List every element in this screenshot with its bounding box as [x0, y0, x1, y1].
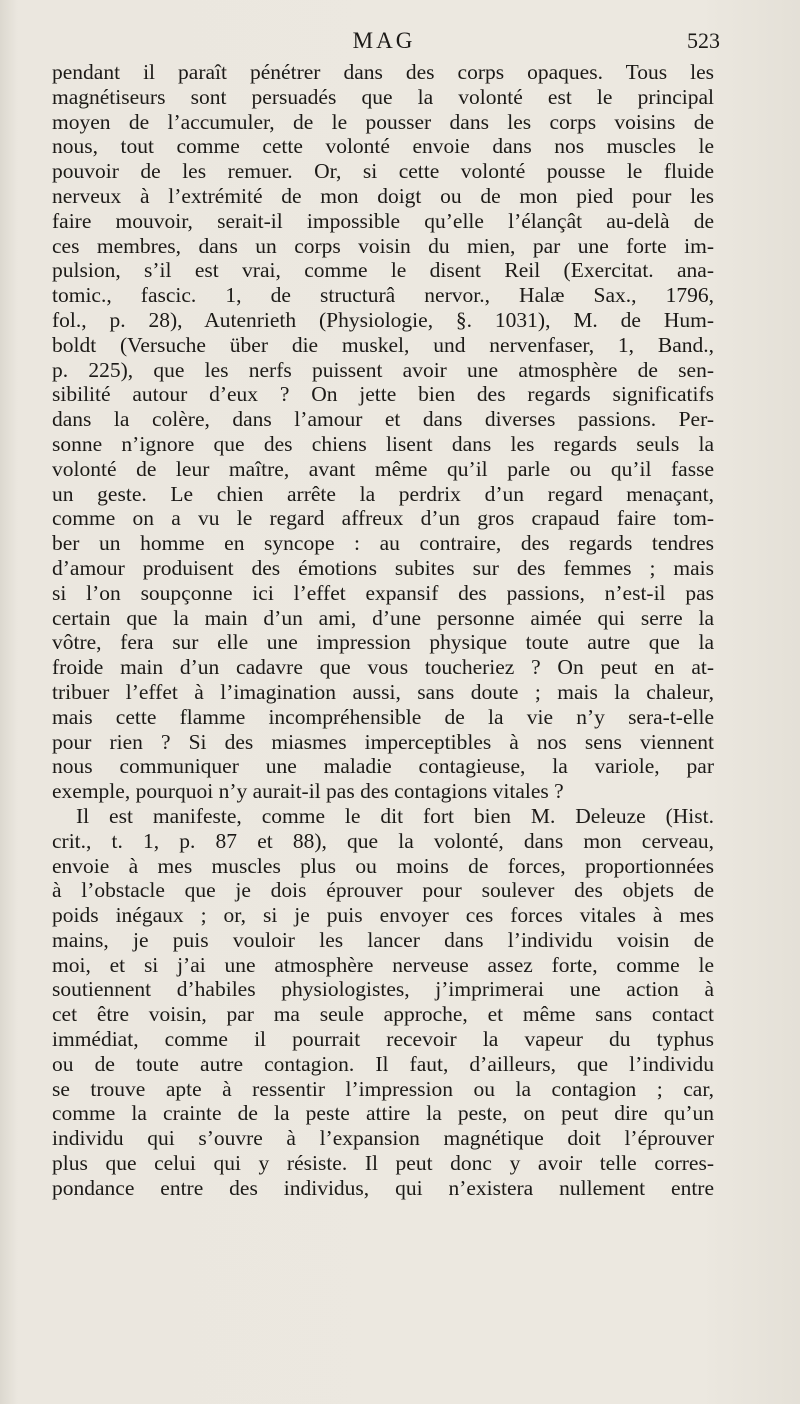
text-line: mais cette flamme incompréhensible de la vie n’y sera-t-elle: [52, 704, 714, 729]
text-line: à l’obstacle que je dois éprouver pour soulever des objets de: [52, 878, 714, 903]
text-line: individu qui s’ouvre à l’expansion magnétique doit l’éprouver: [52, 1126, 714, 1151]
text-line: pour rien ? Si des miasmes imperceptibles à nos sens viennent: [52, 729, 714, 754]
text-line: vôtre, fera sur elle une impression physique toute autre que la: [52, 630, 714, 655]
text-line: nous, tout comme cette volonté envoie dans nos muscles le: [52, 134, 714, 159]
paragraph: [52, 804, 714, 1201]
text-line: plus que celui qui y résiste. Il peut donc y avoir telle corres-: [52, 1151, 714, 1176]
text-line: si l’on soupçonne ici l’effet expansif des passions, n’est-il pas: [52, 580, 714, 605]
text-line: moi, et si j’ai une atmosphère nerveuse assez forte, comme le: [52, 952, 714, 977]
text-line: d’amour produisent des émotions subites sur des femmes ; mais: [52, 555, 714, 580]
text-line: envoie à mes muscles plus ou moins de forces, proportionnées: [52, 853, 714, 878]
text-line: comme la crainte de la peste attire la peste, on peut dire qu’un: [52, 1101, 714, 1126]
text-line: un geste. Le chien arrête la perdrix d’un regard menaçant,: [52, 481, 714, 506]
text-line: nerveux à l’extrémité de mon doigt ou de mon pied pour les: [52, 183, 714, 208]
body-text: [52, 60, 714, 1201]
text-line: poids inégaux ; or, si je puis envoyer ces forces vitales à mes: [52, 903, 714, 928]
text-line: crit., t. 1, p. 87 et 88), que la volonté, dans mon cerveau,: [52, 828, 714, 853]
text-line: moyen de l’accumuler, de le pousser dans les corps voisins de: [52, 109, 714, 134]
text-line: faire mouvoir, serait-il impossible qu’elle l’élançât au-delà de: [52, 208, 714, 233]
text-line: immédiat, comme il pourrait recevoir la vapeur du typhus: [52, 1027, 714, 1052]
text-line: dans la colère, dans l’amour et dans diverses passions. Per-: [52, 407, 714, 432]
text-line: Il est manifeste, comme le dit fort bien M. Deleuze (Hist.: [76, 803, 714, 828]
text-line: froide main d’un cadavre que vous toucheriez ? On peut en at-: [52, 655, 714, 680]
text-line: pondance entre des individus, qui n’existera nullement entre: [52, 1175, 714, 1200]
paragraph: [52, 60, 714, 804]
text-line: certain que la main d’un ami, d’une personne aimée qui serre la: [52, 605, 714, 630]
text-line: pendant il paraît pénétrer dans des corps opaques. Tous les: [52, 60, 714, 84]
text-line: nous communiquer une maladie contagieuse, la variole, par: [52, 754, 714, 779]
text-line: ces membres, dans un corps voisin du mien, par une forte im-: [52, 233, 714, 258]
text-line: ber un homme en syncope : au contraire, des regards tendres: [52, 531, 714, 556]
text-line: fol., p. 28), Autenrieth (Physiologie, §. 1031), M. de Hum-: [52, 307, 714, 332]
text-line: magnétiseurs sont persuadés que la volonté est le principal: [52, 84, 714, 109]
text-line: tomic., fascic. 1, de structurâ nervor., Halæ Sax., 1796,: [52, 283, 714, 308]
text-line: p. 225), que les nerfs puissent avoir une atmosphère de sen-: [52, 357, 714, 382]
text-line: sibilité autour d’eux ? On jette bien des regards significatifs: [52, 382, 714, 407]
text-line: cet être voisin, par ma seule approche, et même sans contact: [52, 1002, 714, 1027]
text-line: tribuer l’effet à l’imagination aussi, sans doute ; mais la chaleur,: [52, 679, 714, 704]
text-line: comme on a vu le regard affreux d’un gros crapaud faire tom-: [52, 506, 714, 531]
text-line: exemple, pourquoi n’y aurait-il pas des contagions vitales ?: [52, 779, 564, 804]
text-line: ou de toute autre contagion. Il faut, d’ailleurs, que l’individu: [52, 1051, 714, 1076]
text-line: se trouve apte à ressentir l’impression ou la contagion ; car,: [52, 1076, 714, 1101]
text-line: boldt (Versuche über die muskel, und nervenfaser, 1, Band.,: [52, 332, 714, 357]
running-head: MAG: [352, 28, 416, 53]
text-line: volonté de leur maître, avant même qu’il parle ou qu’il fasse: [52, 456, 714, 481]
text-line: soutiennent d’habiles physiologistes, j’imprimerai une action à: [52, 977, 714, 1002]
text-line: pulsion, s’il est vrai, comme le disent Reil (Exercitat. ana-: [52, 258, 714, 283]
text-line: sonne n’ignore que des chiens lisent dans les regards seuls la: [52, 431, 714, 456]
page-header: [48, 28, 720, 58]
text-line: pouvoir de les remuer. Or, si cette volonté pousse le fluide: [52, 159, 714, 184]
text-line: mains, je puis vouloir les lancer dans l’individu voisin de: [52, 927, 714, 952]
page-number: 523: [687, 28, 720, 53]
